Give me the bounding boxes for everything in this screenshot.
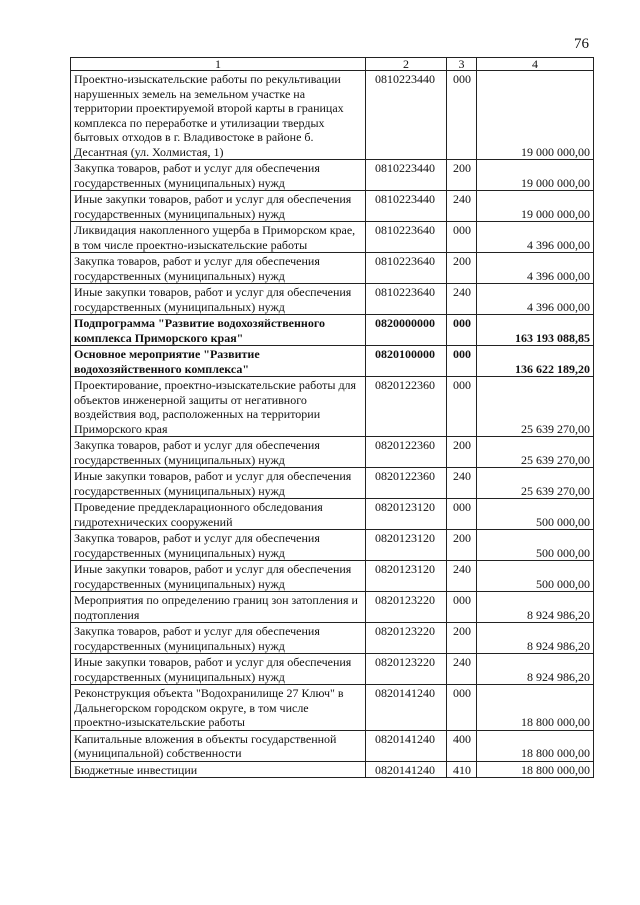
row-name-cell: Закупка товаров, работ и услуг для обеспечения государственных (муниципальных) нужд bbox=[71, 437, 366, 468]
table-row bbox=[71, 561, 594, 592]
table-row bbox=[71, 730, 594, 761]
row-amount-cell: 8 924 986,20 bbox=[477, 654, 594, 685]
column-header: 1 bbox=[71, 58, 366, 71]
row-type-cell: 200 bbox=[447, 623, 477, 654]
budget-table bbox=[70, 57, 594, 778]
table-header-row bbox=[71, 58, 594, 71]
row-amount-cell: 500 000,00 bbox=[477, 530, 594, 561]
row-type-cell: 000 bbox=[447, 592, 477, 623]
row-name-cell: Иные закупки товаров, работ и услуг для обеспечения государственных (муниципальных) нужд bbox=[71, 654, 366, 685]
row-name-cell: Основное мероприятие "Развитие водохозяйственного комплекса" bbox=[71, 346, 366, 377]
row-name-cell: Мероприятия по определению границ зон затопления и подтопления bbox=[71, 592, 366, 623]
row-code-cell: 0820123120 bbox=[366, 561, 447, 592]
row-amount-cell: 19 000 000,00 bbox=[477, 160, 594, 191]
row-type-cell: 240 bbox=[447, 468, 477, 499]
row-amount-cell: 4 396 000,00 bbox=[477, 284, 594, 315]
row-amount-cell: 4 396 000,00 bbox=[477, 253, 594, 284]
row-code-cell: 0820141240 bbox=[366, 730, 447, 761]
row-code-cell: 0820123220 bbox=[366, 654, 447, 685]
row-amount-cell: 25 639 270,00 bbox=[477, 468, 594, 499]
page-number: 76 bbox=[574, 36, 589, 52]
row-type-cell: 240 bbox=[447, 191, 477, 222]
row-code-cell: 0820123120 bbox=[366, 530, 447, 561]
table-row bbox=[71, 437, 594, 468]
column-header: 3 bbox=[447, 58, 477, 71]
row-type-cell: 200 bbox=[447, 160, 477, 191]
row-name-cell: Закупка товаров, работ и услуг для обеспечения государственных (муниципальных) нужд bbox=[71, 623, 366, 654]
row-code-cell: 0820100000 bbox=[366, 346, 447, 377]
row-name-cell: Реконструкция объекта "Водохранилище 27 Ключ" в Дальнегорском городском округе, в том числе проектно-изыскательские работы bbox=[71, 685, 366, 731]
row-name-cell: Закупка товаров, работ и услуг для обеспечения государственных (муниципальных) нужд bbox=[71, 530, 366, 561]
row-amount-cell: 8 924 986,20 bbox=[477, 592, 594, 623]
table-row bbox=[71, 160, 594, 191]
row-code-cell: 0820000000 bbox=[366, 315, 447, 346]
row-code-cell: 0820141240 bbox=[366, 685, 447, 731]
table-row bbox=[71, 222, 594, 253]
row-type-cell: 200 bbox=[447, 530, 477, 561]
row-type-cell: 410 bbox=[447, 761, 477, 778]
row-name-cell: Проведение преддекларационного обследования гидротехнических сооружений bbox=[71, 499, 366, 530]
row-code-cell: 0820141240 bbox=[366, 761, 447, 778]
row-type-cell: 000 bbox=[447, 222, 477, 253]
row-amount-cell: 19 000 000,00 bbox=[477, 71, 594, 160]
table-row bbox=[71, 377, 594, 437]
row-type-cell: 000 bbox=[447, 685, 477, 731]
row-name-cell: Ликвидация накопленного ущерба в Приморском крае, в том числе проектно-изыскательские работы bbox=[71, 222, 366, 253]
row-amount-cell: 4 396 000,00 bbox=[477, 222, 594, 253]
row-amount-cell: 8 924 986,20 bbox=[477, 623, 594, 654]
table-row bbox=[71, 530, 594, 561]
column-header: 4 bbox=[477, 58, 594, 71]
table-row bbox=[71, 685, 594, 731]
row-amount-cell: 19 000 000,00 bbox=[477, 191, 594, 222]
table-row bbox=[71, 761, 594, 778]
row-name-cell: Подпрограмма "Развитие водохозяйственного комплекса Приморского края" bbox=[71, 315, 366, 346]
row-type-cell: 000 bbox=[447, 71, 477, 160]
row-amount-cell: 25 639 270,00 bbox=[477, 377, 594, 437]
table-row bbox=[71, 253, 594, 284]
row-code-cell: 0810223440 bbox=[366, 191, 447, 222]
row-type-cell: 400 bbox=[447, 730, 477, 761]
row-name-cell: Иные закупки товаров, работ и услуг для обеспечения государственных (муниципальных) нужд bbox=[71, 191, 366, 222]
row-amount-cell: 25 639 270,00 bbox=[477, 437, 594, 468]
table-row bbox=[71, 623, 594, 654]
row-type-cell: 200 bbox=[447, 253, 477, 284]
row-amount-cell: 18 800 000,00 bbox=[477, 730, 594, 761]
row-code-cell: 0810223440 bbox=[366, 71, 447, 160]
row-code-cell: 0810223440 bbox=[366, 160, 447, 191]
row-name-cell: Иные закупки товаров, работ и услуг для обеспечения государственных (муниципальных) нужд bbox=[71, 468, 366, 499]
row-type-cell: 240 bbox=[447, 284, 477, 315]
row-code-cell: 0820122360 bbox=[366, 468, 447, 499]
row-name-cell: Иные закупки товаров, работ и услуг для обеспечения государственных (муниципальных) нужд bbox=[71, 561, 366, 592]
table-row bbox=[71, 499, 594, 530]
table-row bbox=[71, 191, 594, 222]
row-code-cell: 0810223640 bbox=[366, 222, 447, 253]
table-row bbox=[71, 284, 594, 315]
row-type-cell: 000 bbox=[447, 315, 477, 346]
row-type-cell: 000 bbox=[447, 346, 477, 377]
row-code-cell: 0820123120 bbox=[366, 499, 447, 530]
row-code-cell: 0810223640 bbox=[366, 284, 447, 315]
table-row bbox=[71, 71, 594, 160]
row-name-cell: Закупка товаров, работ и услуг для обеспечения государственных (муниципальных) нужд bbox=[71, 253, 366, 284]
row-name-cell: Проектно-изыскательские работы по рекультивации нарушенных земель на земельном участке на территории проектируемой второй карты в границах комплекса по переработке и утилизации твердых бытовых отходов в г. Владивостоке в районе б. Десантная (ул. Холмистая, 1) bbox=[71, 71, 366, 160]
table-row bbox=[71, 654, 594, 685]
row-amount-cell: 500 000,00 bbox=[477, 499, 594, 530]
row-amount-cell: 18 800 000,00 bbox=[477, 761, 594, 778]
table-row bbox=[71, 315, 594, 346]
row-code-cell: 0820122360 bbox=[366, 377, 447, 437]
table-row bbox=[71, 346, 594, 377]
row-code-cell: 0820123220 bbox=[366, 592, 447, 623]
table-row bbox=[71, 468, 594, 499]
row-type-cell: 000 bbox=[447, 499, 477, 530]
row-type-cell: 240 bbox=[447, 654, 477, 685]
column-header: 2 bbox=[366, 58, 447, 71]
row-name-cell: Закупка товаров, работ и услуг для обеспечения государственных (муниципальных) нужд bbox=[71, 160, 366, 191]
row-amount-cell: 18 800 000,00 bbox=[477, 685, 594, 731]
row-name-cell: Капитальные вложения в объекты государственной (муниципальной) собственности bbox=[71, 730, 366, 761]
row-amount-cell: 136 622 189,20 bbox=[477, 346, 594, 377]
row-type-cell: 200 bbox=[447, 437, 477, 468]
row-amount-cell: 163 193 088,85 bbox=[477, 315, 594, 346]
row-name-cell: Иные закупки товаров, работ и услуг для обеспечения государственных (муниципальных) нужд bbox=[71, 284, 366, 315]
row-code-cell: 0820122360 bbox=[366, 437, 447, 468]
row-code-cell: 0820123220 bbox=[366, 623, 447, 654]
row-name-cell: Бюджетные инвестиции bbox=[71, 761, 366, 778]
table-row bbox=[71, 592, 594, 623]
row-name-cell: Проектирование, проектно-изыскательские работы для объектов инженерной защиты от негативного воздействия вод, расположенных на территории Приморского края bbox=[71, 377, 366, 437]
row-type-cell: 240 bbox=[447, 561, 477, 592]
row-type-cell: 000 bbox=[447, 377, 477, 437]
row-code-cell: 0810223640 bbox=[366, 253, 447, 284]
row-amount-cell: 500 000,00 bbox=[477, 561, 594, 592]
